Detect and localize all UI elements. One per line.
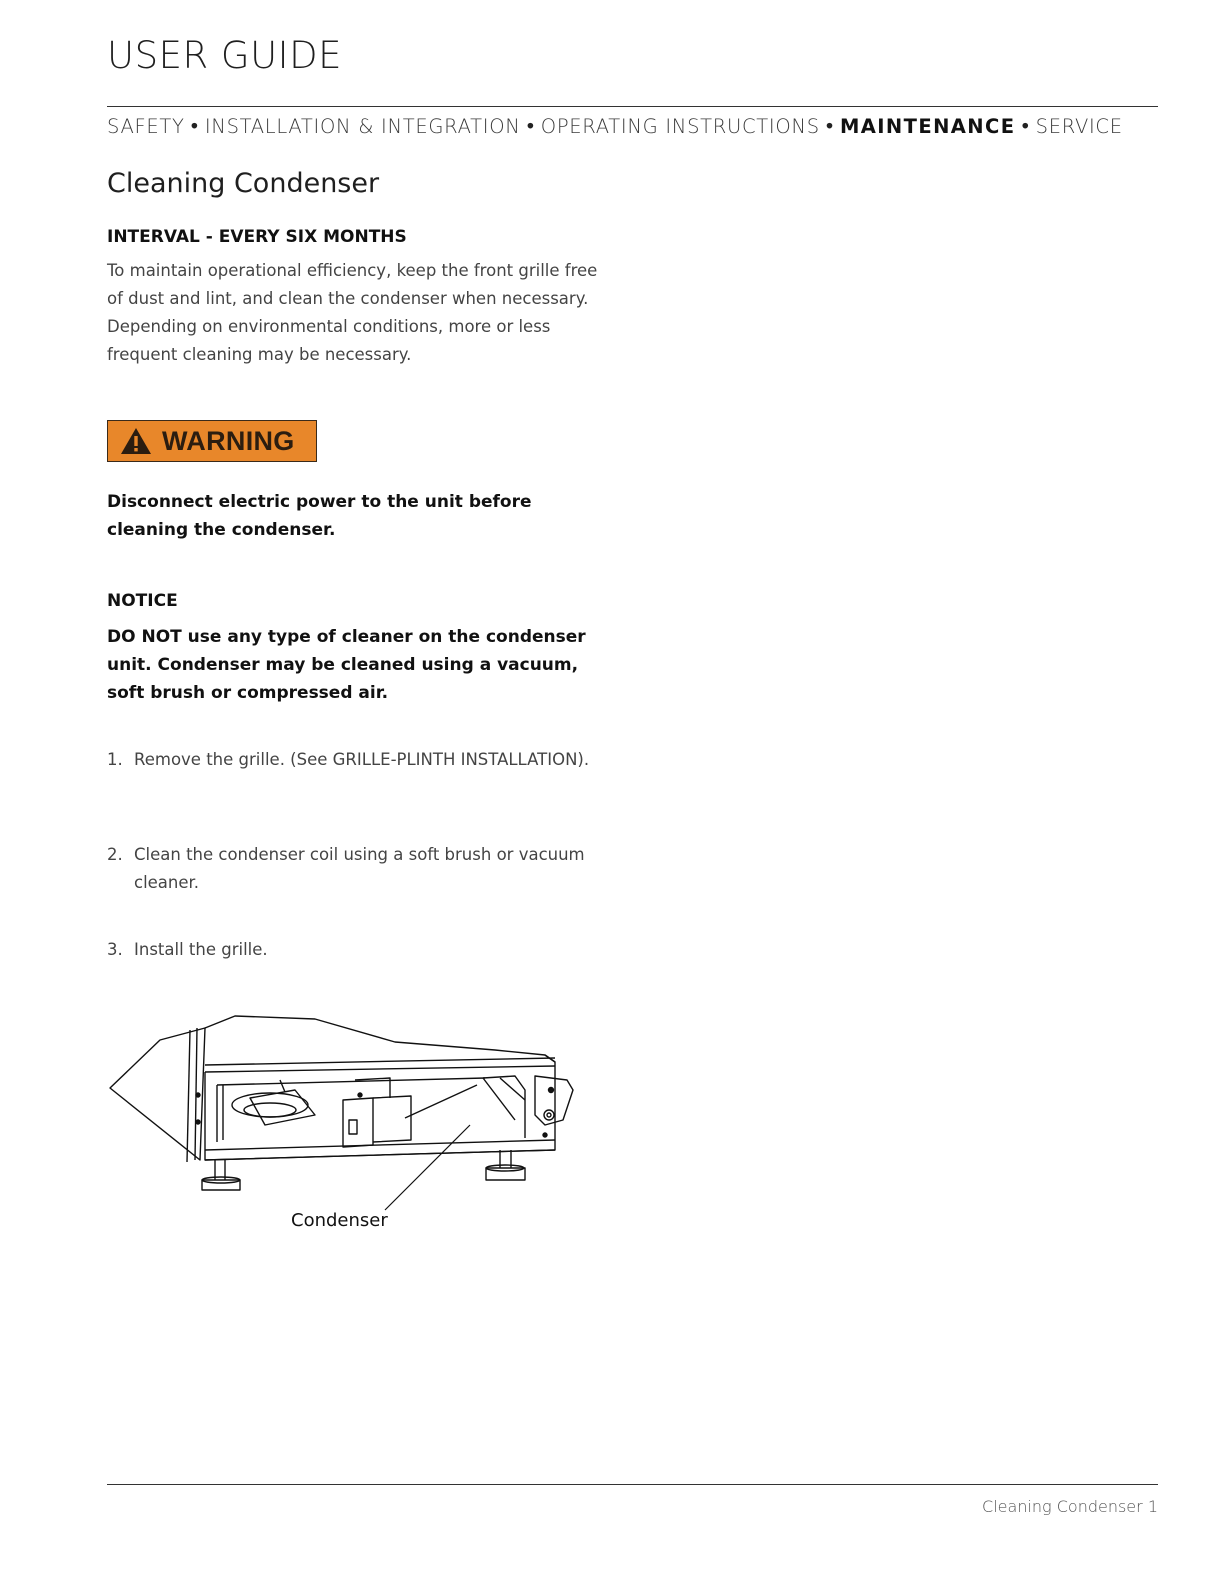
warning-badge (107, 420, 317, 462)
nav-item-installation[interactable]: INSTALLATION & INTEGRATION (204, 115, 521, 138)
step-item (107, 841, 602, 897)
step-number: 2. (107, 845, 123, 864)
document-title: USER GUIDE (107, 34, 342, 77)
step-text: Remove the grille. (See GRILLE-PLINTH INSTALLATION). (134, 750, 590, 769)
step-item (107, 936, 602, 964)
nav-item-operating-instructions[interactable]: OPERATING INSTRUCTIONS (540, 115, 820, 138)
step-item (107, 746, 602, 774)
page-heading: Cleaning Condenser (107, 168, 380, 199)
footer-divider (107, 1484, 1158, 1485)
warning-triangle-icon (120, 426, 152, 456)
interval-heading: INTERVAL - EVERY SIX MONTHS (107, 227, 407, 247)
intro-paragraph: To maintain operational efficiency, keep the front grille free of dust and lint, and clean the condenser when necessary. Depending on environmental conditions, more or less frequent cleaning may be necessary. (107, 261, 598, 364)
nav-separator: • (1019, 115, 1032, 138)
header-divider (107, 106, 1158, 107)
warning-label: WARNING (162, 425, 295, 456)
nav-separator: • (823, 115, 836, 138)
step-text: Clean the condenser coil using a soft brush or vacuum cleaner. (134, 845, 585, 892)
nav-item-safety[interactable]: SAFETY (107, 115, 185, 138)
step-number: 3. (107, 940, 123, 959)
section-nav (107, 115, 1167, 138)
warning-text: Disconnect electric power to the unit before cleaning the condenser. (107, 492, 532, 540)
condenser-callout-label: Condenser (291, 1210, 388, 1231)
notice-heading: NOTICE (107, 591, 178, 611)
nav-item-service[interactable]: SERVICE (1035, 115, 1123, 138)
notice-text: DO NOT use any type of cleaner on the condenser unit. Condenser may be cleaned using a vacuum, soft brush or compressed air. (107, 627, 586, 703)
step-text: Install the grille. (134, 940, 268, 959)
nav-item-maintenance[interactable]: MAINTENANCE (839, 115, 1016, 138)
step-number: 1. (107, 750, 123, 769)
page-footer: Cleaning Condenser 1 (982, 1497, 1158, 1516)
nav-separator: • (188, 115, 201, 138)
nav-separator: • (524, 115, 537, 138)
